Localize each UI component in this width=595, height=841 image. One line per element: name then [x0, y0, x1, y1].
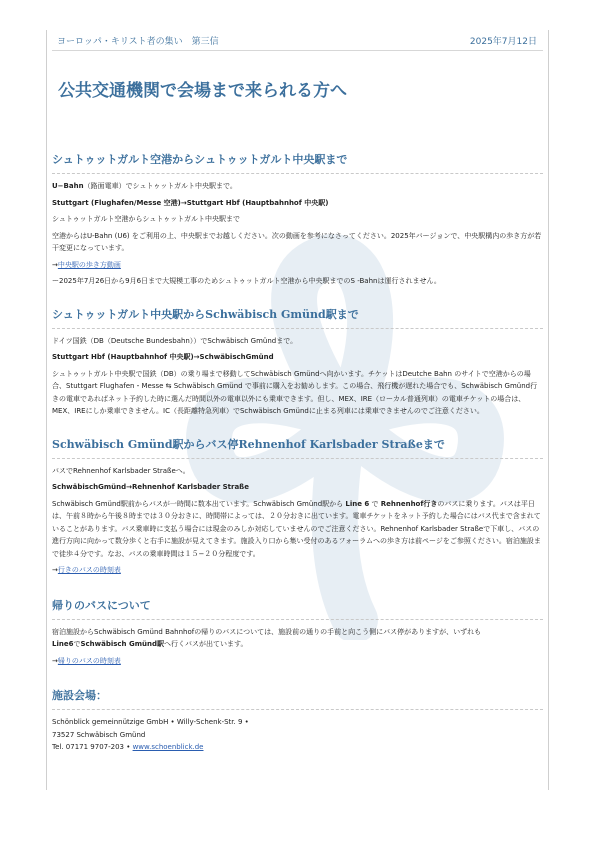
section-heading: 施設会場：	[52, 689, 107, 702]
outbound-bus-timetable-link[interactable]: 行きのバスの時刻表	[57, 566, 121, 574]
station-walk-video-link[interactable]: 中央駅の歩き方動画	[57, 260, 121, 269]
section-gmuend-to-bus-stop	[52, 436, 543, 577]
contact-line: Tel. 07171 9707-203 • www.schoenblick.de	[52, 743, 204, 751]
venue-website-link[interactable]: www.schoenblick.de	[132, 743, 204, 751]
section-intro: U−Bahn（路面電車）でシュトゥットガルト中央駅まで。	[52, 182, 237, 190]
page-title: 公共交通機関で会場まで来られる方へ	[58, 81, 347, 101]
address-line: Schönblick gemeinnützige GmbH • Willy-Schenk-Str. 9 •	[52, 718, 249, 726]
divider	[52, 619, 543, 620]
section-venue	[52, 687, 543, 754]
section-airport-to-hbf	[52, 151, 543, 288]
paragraph: シュトゥットガルト中央駅で国鉄（DB）の乗り場まで移動してSchwäbisch Gmündへ向かいます。チケットはDeutche Bahn のサイトで空港からの場合、Stuttgart Flughafen・Messe ⇆ Schwäbisch Gmünd で事前に購入をお勧めします。この場合、飛行機が遅れた場合でも、Schwäbisch Gmünd行きの電車であればネット予約した時に選んだ時間以外の電車以外にも乗車できます。但し、MEX、IRE（ローカル普通列車）の電車チケットの場合は、MEX、IREにしか乗車できません。IC（長距離特急列車）でSchwäbisch Gmündに止まる列車には乗車できませんのでご注意ください。	[52, 369, 538, 415]
header-divider	[52, 50, 543, 51]
header-date: 2025年7月12日	[469, 37, 537, 47]
divider	[52, 173, 543, 174]
section-heading: 帰りのバスについて	[52, 598, 151, 612]
link-line: →帰りのバスの時刻表	[52, 656, 121, 665]
section-heading: Schwäbisch Gmünd駅からバス停Rehnenhof Karlsbader Straßeまで	[52, 437, 445, 451]
construction-note: ー2025年7月26日から9月6日まで大規模工事のためシュトゥットガルト空港から中央駅までのS -Bahnは運行されません。	[52, 277, 441, 285]
paragraph: 空港からはU-Bahn (U6) をご利用の上、中央駅までお越しください。次の動画を参考になさってください。2025年バージョンで、中央駅構内の歩き方が若干変更になっています。	[52, 231, 542, 252]
page-header	[57, 34, 537, 48]
main-content	[52, 58, 543, 754]
link-line: →行きのバスの時刻表	[52, 566, 121, 574]
paragraph: Schwäbisch Gmünd駅前からバスが一時間に数本出ています。Schwäbisch Gmünd駅から Line 6 で Rehnenhof行きのバスに乗ります。バスは平日は、午前８時から午後８時までは３０分おきに、時間帯によっては、２０分おきに出ています。電車チケットをネット予約した場合にはバス代まで含まれていることがあります。バス乗車時に支払う場合には現金のみしか対応していませんのでご注意ください。Rehnenhof Karlsbader Straßeで下車し、バスの進行方向に向かって数分歩くと右手に施設が見えてきます。施設入り口から集い受付のあるフォーラムへの歩き方は前ページをご参照ください。宿泊施設まで徒歩４分です。なお、バスの乗車時間は１５−２０分程度です。	[52, 499, 541, 558]
divider	[52, 458, 543, 459]
section-hbf-to-gmuend	[52, 306, 543, 418]
route-line: Stuttgart Hbf (Hauptbahnhof 中央駅)→SchwäbischGmünd	[52, 353, 274, 361]
section-intro: ドイツ国鉄（DB（Deutsche Bundesbahn））でSchwäbisch Gmündまで。	[52, 336, 298, 345]
paragraph: 宿泊施設からSchwäbisch Gmünd Bahnhofの帰りのバスについては、施設前の通りの手前と向こう側にバス停がありますが、いずれも Line6でSchwäbisch Gmünd駅へ行くバスが出ています。	[52, 627, 482, 648]
paragraph: シュトゥットガルト空港からシュトゥットガルト中央駅まで	[52, 215, 240, 223]
route-line: Stuttgart (Flughafen/Messe 空港)→Stuttgart Hbf (Hauptbahnhof 中央駅)	[52, 198, 329, 207]
address-line: 73527 Schwäbisch Gmünd	[52, 730, 146, 739]
header-title: ヨーロッパ・キリスト者の集い 第三信	[57, 37, 219, 47]
link-line: →中央駅の歩き方動画	[52, 260, 121, 269]
venue-address	[52, 716, 543, 754]
section-intro: バスでRehnenhof Karlsbader Straßeへ。	[52, 466, 190, 475]
route-line: SchwäbischGmünd→Rehnenhof Karlsbader Straße	[52, 483, 249, 491]
return-bus-timetable-link[interactable]: 帰りのバスの時刻表	[57, 656, 121, 665]
section-heading: シュトゥットガルト空港からシュトゥットガルト中央駅まで	[52, 153, 348, 166]
divider	[52, 709, 543, 710]
divider	[52, 328, 543, 329]
section-heading: シュトゥットガルト中央駅からSchwäbisch Gmünd駅まで	[52, 307, 359, 321]
section-return-bus	[52, 597, 543, 668]
